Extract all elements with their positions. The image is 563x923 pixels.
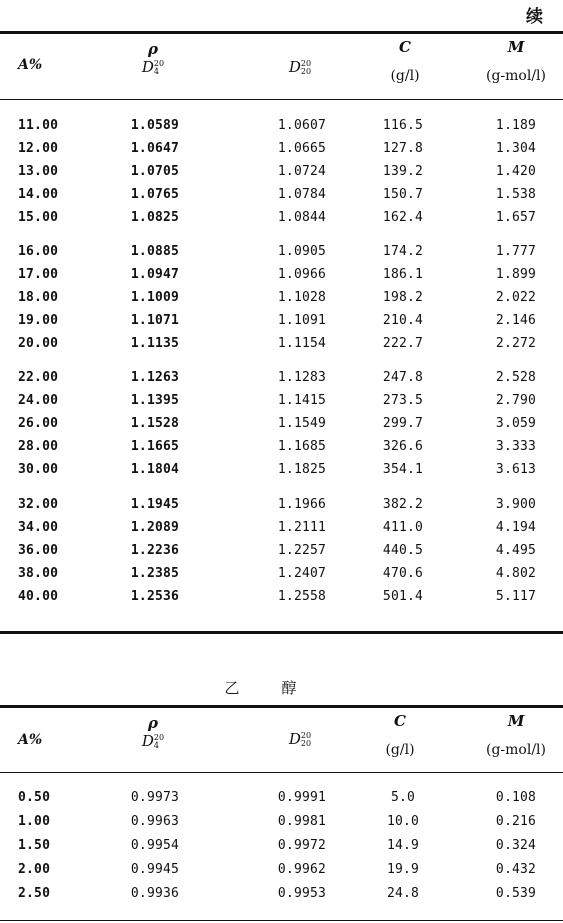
- table-cell: 210.4: [382, 313, 424, 328]
- table-cell: 1.0705: [130, 164, 180, 179]
- table2-header-rho-d4: ρ D 20 4: [141, 714, 165, 750]
- table-cell: 14.9: [386, 838, 420, 853]
- table-cell: 0.9954: [130, 838, 180, 853]
- table-cell: 174.2: [382, 244, 424, 259]
- table-cell: 1.0825: [130, 210, 180, 225]
- table-cell: 3.900: [495, 497, 537, 512]
- table-cell: 0.324: [495, 838, 537, 853]
- table-cell: 1.50: [18, 838, 51, 853]
- table-cell: 1.899: [495, 267, 537, 282]
- table-cell: 1.2558: [277, 589, 327, 604]
- table1-header-d20: D 20 20: [288, 58, 312, 76]
- table-cell: 1.657: [495, 210, 537, 225]
- table-cell: 0.108: [495, 790, 537, 805]
- table-cell: 1.1135: [130, 336, 180, 351]
- table-cell: 2.790: [495, 393, 537, 408]
- table-cell: 1.0905: [277, 244, 327, 259]
- table-cell: 17.00: [18, 267, 59, 282]
- table-cell: 299.7: [382, 416, 424, 431]
- table-cell: 3.613: [495, 462, 537, 477]
- table-cell: 1.1549: [277, 416, 327, 431]
- table-cell: 139.2: [382, 164, 424, 179]
- table-cell: 34.00: [18, 520, 59, 535]
- table-cell: 354.1: [382, 462, 424, 477]
- table-cell: 3.333: [495, 439, 537, 454]
- table-cell: 36.00: [18, 543, 59, 558]
- table-cell: 1.1825: [277, 462, 327, 477]
- table-cell: 20.00: [18, 336, 59, 351]
- table2-top-rule: [0, 705, 563, 708]
- table-cell: 1.1395: [130, 393, 180, 408]
- table-cell: 186.1: [382, 267, 424, 282]
- table-cell: 24.8: [386, 886, 420, 901]
- table-cell: 1.1154: [277, 336, 327, 351]
- table2-header-a: A%: [18, 732, 43, 748]
- table-cell: 4.802: [495, 566, 537, 581]
- table-cell: 1.0589: [130, 118, 180, 133]
- table-cell: 1.538: [495, 187, 537, 202]
- table-cell: 30.00: [18, 462, 59, 477]
- table-cell: 0.9991: [277, 790, 327, 805]
- table1-header-c: C (g/l): [390, 38, 420, 84]
- table-cell: 5.117: [495, 589, 537, 604]
- table-cell: 1.0885: [130, 244, 180, 259]
- table-cell: 0.9936: [130, 886, 180, 901]
- table-cell: 12.00: [18, 141, 59, 156]
- table-cell: 1.0607: [277, 118, 327, 133]
- table-cell: 4.194: [495, 520, 537, 535]
- table-cell: 1.1945: [130, 497, 180, 512]
- table-cell: 501.4: [382, 589, 424, 604]
- table-cell: 1.1091: [277, 313, 327, 328]
- table-cell: 22.00: [18, 370, 59, 385]
- table1-top-rule: [0, 31, 563, 34]
- table-cell: 1.420: [495, 164, 537, 179]
- table-cell: 0.50: [18, 790, 51, 805]
- table-cell: 1.777: [495, 244, 537, 259]
- table-cell: 0.9972: [277, 838, 327, 853]
- table-cell: 1.0647: [130, 141, 180, 156]
- table-cell: 222.7: [382, 336, 424, 351]
- table-cell: 1.2236: [130, 543, 180, 558]
- table-cell: 5.0: [390, 790, 416, 805]
- table-cell: 0.432: [495, 862, 537, 877]
- table-cell: 14.00: [18, 187, 59, 202]
- table-cell: 1.1804: [130, 462, 180, 477]
- table-cell: 0.9953: [277, 886, 327, 901]
- table-cell: 2.00: [18, 862, 51, 877]
- table-cell: 0.9973: [130, 790, 180, 805]
- table1-header-rule: [0, 99, 563, 100]
- table1-header-rho-d4: ρ D 20 4: [141, 40, 165, 76]
- table-cell: 273.5: [382, 393, 424, 408]
- table-cell: 1.0784: [277, 187, 327, 202]
- table-cell: 1.1009: [130, 290, 180, 305]
- table-cell: 40.00: [18, 589, 59, 604]
- table-cell: 15.00: [18, 210, 59, 225]
- table-cell: 11.00: [18, 118, 59, 133]
- table-cell: 1.0844: [277, 210, 327, 225]
- table-cell: 470.6: [382, 566, 424, 581]
- table-cell: 38.00: [18, 566, 59, 581]
- table-cell: 1.1528: [130, 416, 180, 431]
- table-cell: 1.0765: [130, 187, 180, 202]
- table2-title: 乙醇: [224, 679, 339, 697]
- table-cell: 2.528: [495, 370, 537, 385]
- table-cell: 0.216: [495, 814, 537, 829]
- table-cell: 1.0947: [130, 267, 180, 282]
- table-cell: 2.272: [495, 336, 537, 351]
- table-cell: 0.9981: [277, 814, 327, 829]
- table-cell: 162.4: [382, 210, 424, 225]
- table-cell: 0.539: [495, 886, 537, 901]
- table-cell: 1.1263: [130, 370, 180, 385]
- table-cell: 32.00: [18, 497, 59, 512]
- table2-header-c: C (g/l): [385, 712, 415, 758]
- table-cell: 1.2385: [130, 566, 180, 581]
- table-cell: 1.0724: [277, 164, 327, 179]
- table-cell: 1.1028: [277, 290, 327, 305]
- table-cell: 13.00: [18, 164, 59, 179]
- table-cell: 0.9945: [130, 862, 180, 877]
- table-cell: 440.5: [382, 543, 424, 558]
- table-cell: 2.146: [495, 313, 537, 328]
- table2-header-rule: [0, 772, 563, 773]
- table-cell: 19.00: [18, 313, 59, 328]
- table-cell: 1.1071: [130, 313, 180, 328]
- table-cell: 1.2089: [130, 520, 180, 535]
- table-cell: 326.6: [382, 439, 424, 454]
- table-cell: 4.495: [495, 543, 537, 558]
- table-cell: 1.189: [495, 118, 537, 133]
- table-cell: 116.5: [382, 118, 424, 133]
- table-cell: 1.2407: [277, 566, 327, 581]
- table-cell: 150.7: [382, 187, 424, 202]
- table-cell: 382.2: [382, 497, 424, 512]
- table-cell: 28.00: [18, 439, 59, 454]
- table1-header-a: A%: [18, 57, 43, 73]
- table-cell: 1.1415: [277, 393, 327, 408]
- table-cell: 16.00: [18, 244, 59, 259]
- table-cell: 1.0966: [277, 267, 327, 282]
- table-cell: 247.8: [382, 370, 424, 385]
- table-cell: 1.2111: [277, 520, 327, 535]
- table-cell: 1.1665: [130, 439, 180, 454]
- table-cell: 1.304: [495, 141, 537, 156]
- table-cell: 24.00: [18, 393, 59, 408]
- table-cell: 19.9: [386, 862, 420, 877]
- table-cell: 2.50: [18, 886, 51, 901]
- table1-header-m: M (g-mol/l): [486, 38, 546, 84]
- table-cell: 2.022: [495, 290, 537, 305]
- table2-header-d20: D 20 20: [288, 730, 312, 748]
- table-cell: 0.9962: [277, 862, 327, 877]
- table-cell: 18.00: [18, 290, 59, 305]
- table-cell: 10.0: [386, 814, 420, 829]
- table-cell: 1.00: [18, 814, 51, 829]
- table-cell: 411.0: [382, 520, 424, 535]
- table-cell: 3.059: [495, 416, 537, 431]
- table-cell: 1.2257: [277, 543, 327, 558]
- continued-label: 续: [526, 7, 543, 27]
- table-cell: 1.1283: [277, 370, 327, 385]
- table-cell: 1.0665: [277, 141, 327, 156]
- table1-bottom-rule: [0, 631, 563, 634]
- table2-bottom-rule: [0, 920, 563, 921]
- table-cell: 1.2536: [130, 589, 180, 604]
- table-cell: 26.00: [18, 416, 59, 431]
- table-cell: 0.9963: [130, 814, 180, 829]
- table-cell: 1.1685: [277, 439, 327, 454]
- table-cell: 1.1966: [277, 497, 327, 512]
- table-cell: 198.2: [382, 290, 424, 305]
- table2-header-m: M (g-mol/l): [486, 712, 546, 758]
- table-cell: 127.8: [382, 141, 424, 156]
